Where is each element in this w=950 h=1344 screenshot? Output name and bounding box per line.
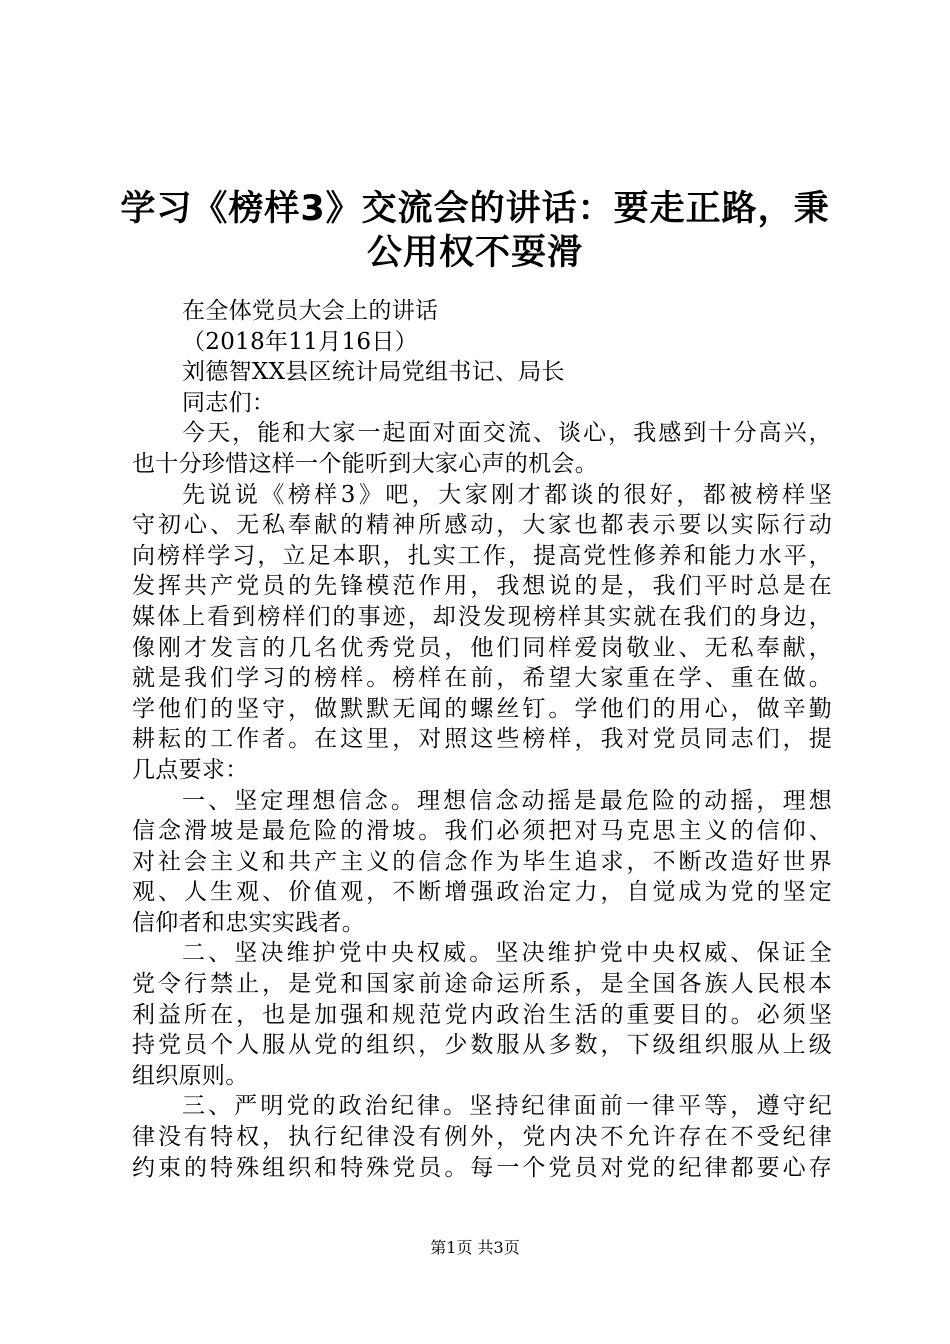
body-line: 信念滑坡是最危险的滑坡。我们必须把对马克思主义的信仰、	[132, 818, 832, 845]
body-line: 观、人生观、价值观，不断增强政治定力，自觉成为党的坚定	[132, 879, 832, 906]
document-title-line-1: 学习《榜样3》交流会的讲话：要走正路，秉	[120, 189, 830, 229]
body-line: 也十分珍惜这样一个能听到大家心声的机会。	[132, 450, 598, 477]
body-line: 党令行禁止，是党和国家前途命运所系，是全国各族人民根本	[132, 971, 832, 998]
body-line: 像刚才发言的几名优秀党员，他们同样爱岗敬业、无私奉献，	[132, 634, 832, 661]
page-footer: 第1页 共3页	[430, 1238, 520, 1257]
body-line: 一、坚定理想信念。理想信念动摇是最危险的动摇，理想	[182, 787, 832, 814]
speech-occasion: 在全体党员大会上的讲话	[182, 298, 439, 324]
body-line: 媒体上看到榜样们的事迹，却没发现榜样其实就在我们的身边，	[132, 603, 832, 630]
body-line: 守初心、无私奉献的精神所感动，大家也都表示要以实际行动	[132, 512, 832, 539]
body-line: 向榜样学习，立足本职，扎实工作，提高党性修养和能力水平，	[132, 542, 832, 569]
body-line: 持党员个人服从党的组织，少数服从多数，下级组织服从上级	[132, 1032, 832, 1059]
body-line: 律没有特权，执行纪律没有例外，党内决不允许存在不受纪律	[132, 1124, 832, 1151]
body-line: 利益所在，也是加强和规范党内政治生活的重要目的。必须坚	[132, 1001, 832, 1028]
body-line: 先说说《榜样3》吧，大家刚才都谈的很好，都被榜样坚	[182, 481, 832, 508]
speaker-byline: 刘德智XX县区统计局党组书记、局长	[182, 359, 565, 386]
body-line: 约束的特殊组织和特殊党员。每一个党员对党的纪律都要心存	[132, 1154, 832, 1181]
body-line: 今天，能和大家一起面对面交流、谈心，我感到十分高兴，	[182, 420, 832, 447]
body-line: 信仰者和忠实实践者。	[132, 909, 365, 936]
body-line: 三、严明党的政治纪律。坚持纪律面前一律平等，遵守纪	[182, 1093, 832, 1120]
body-line: 对社会主义和共产主义的信念作为毕生追求，不断改造好世界	[132, 848, 832, 875]
salutation: 同志们：	[182, 389, 276, 416]
document-body	[132, 296, 832, 1183]
body-line: 发挥共产党员的先锋模范作用，我想说的是，我们平时总是在	[132, 573, 832, 600]
body-line: 组织原则。	[132, 1062, 249, 1089]
body-line: 学他们的坚守，做默默无闻的螺丝钉。学他们的用心，做辛勤	[132, 695, 832, 722]
speech-date: （2018年11月16日）	[182, 328, 418, 355]
body-line: 几点要求：	[132, 756, 249, 783]
body-line: 耕耘的工作者。在这里，对照这些榜样，我对党员同志们，提	[132, 726, 832, 753]
document-title-line-2: 公用权不耍滑	[366, 233, 583, 273]
body-line: 就是我们学习的榜样。榜样在前，希望大家重在学、重在做。	[132, 665, 832, 692]
body-line: 二、坚决维护党中央权威。坚决维护党中央权威、保证全	[182, 940, 832, 967]
